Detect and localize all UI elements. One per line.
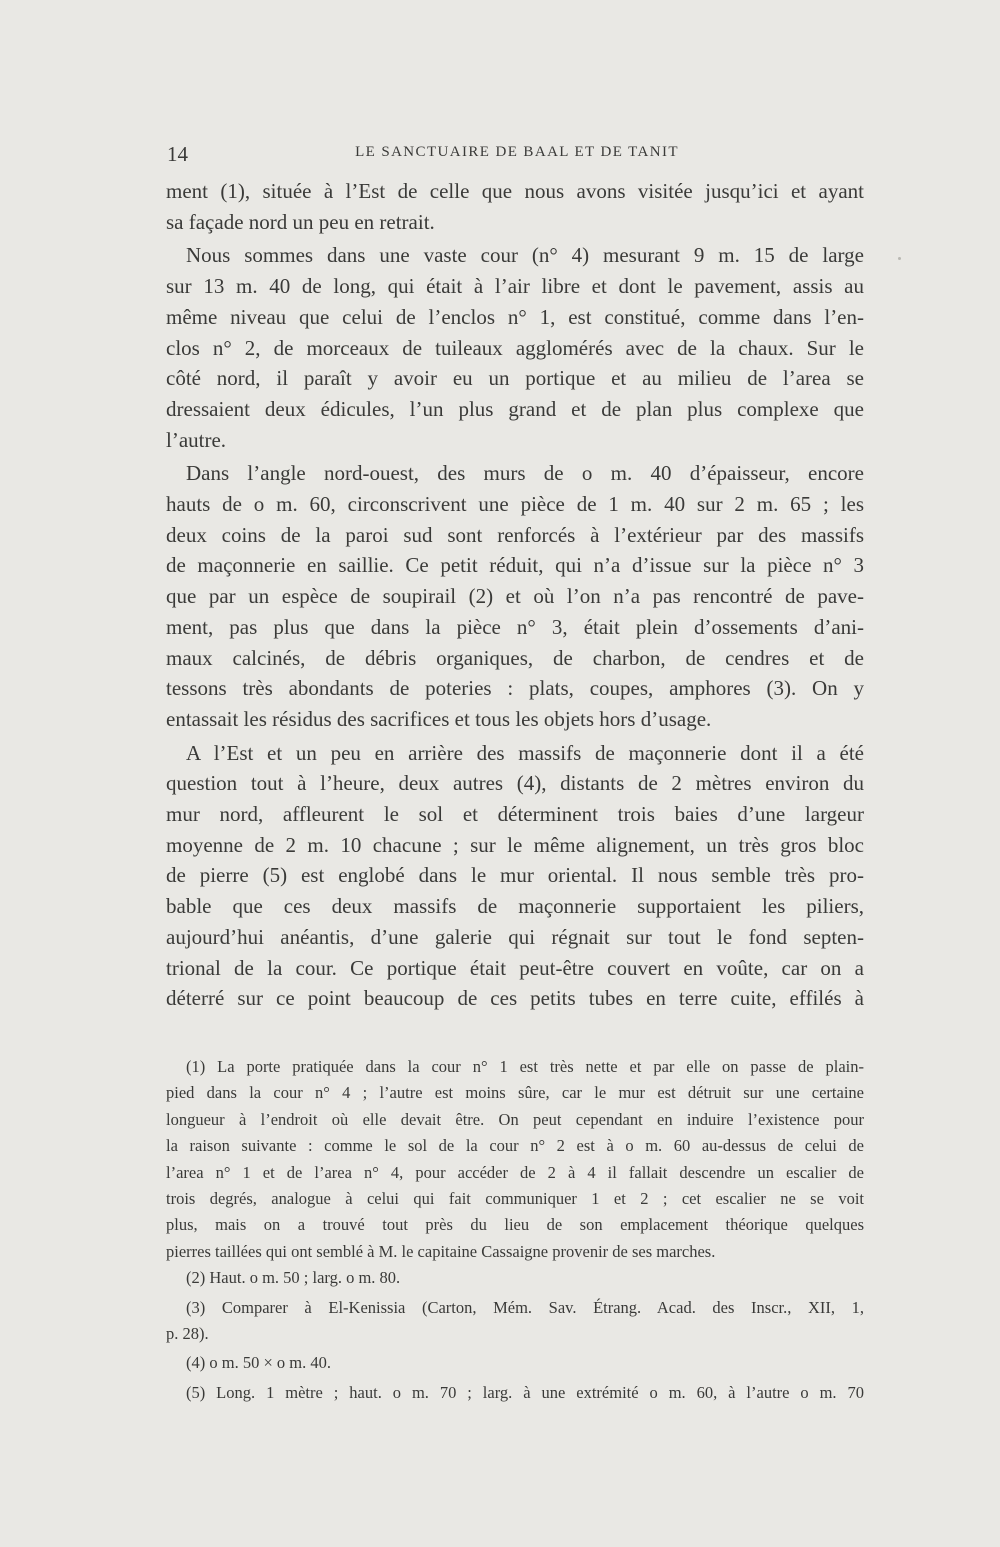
main-text [166, 176, 864, 1014]
text-line: côté nord, il paraît y avoir eu un portique et au milieu de l’area se [166, 366, 864, 391]
text-line: sa façade nord un peu en retrait. [166, 209, 435, 234]
page-header [167, 142, 867, 168]
text-line: deux coins de la paroi sud sont renforcés à l’extérieur par des massifs [166, 522, 864, 547]
text-line: tessons très abondants de poteries : plats, coupes, amphores (3). On y [166, 676, 864, 701]
text-line: sur 13 m. 40 de long, qui était à l’air libre et dont le pavement, assis au [166, 274, 864, 299]
text-line: bable que ces deux massifs de maçonnerie supportaient les piliers, [166, 894, 864, 919]
text-line: dressaient deux édicules, l’un plus grand et de plan plus complexe que [166, 396, 864, 421]
footnote-line: la raison suivante : comme le sol de la cour n° 2 est à o m. 60 au-dessus de celui de [166, 1136, 864, 1156]
footnote-line: pied dans la cour n° 4 ; l’autre est moins sûre, car le mur est détruit sur une certaine [166, 1083, 864, 1103]
text-line: moyenne de 2 m. 10 chacune ; sur le même alignement, un très gros bloc [166, 832, 864, 857]
footnote-line: (2) Haut. o m. 50 ; larg. o m. 80. [186, 1268, 401, 1288]
text-line: entassait les résidus des sacrifices et tous les objets hors d’usage. [166, 706, 712, 731]
text-line: Dans l’angle nord-ouest, des murs de o m. 40 d’épaisseur, encore [186, 461, 864, 486]
text-line: trional de la cour. Ce portique était peut-être couvert en voûte, car on a [166, 955, 864, 980]
text-line: ment, pas plus que dans la pièce n° 3, était plein d’ossements d’ani- [166, 614, 864, 639]
text-line: question tout à l’heure, deux autres (4), distants de 2 mètres environ du [166, 771, 864, 796]
footnotes [166, 1054, 864, 1406]
footnote-line: (1) La porte pratiquée dans la cour n° 1 est très nette et par elle on passe de plain- [186, 1057, 864, 1076]
footnote-line: plus, mais on a trouvé tout près du lieu de son emplacement théorique quelques [166, 1215, 864, 1235]
text-line: même niveau que celui de l’enclos n° 1, est constitué, comme dans l’en- [166, 304, 864, 329]
text-line: déterré sur ce point beaucoup de ces petits tubes en terre cuite, effilés à [166, 986, 864, 1011]
text-line: ment (1), située à l’Est de celle que nous avons visitée jusqu’ici et ayant [166, 179, 864, 203]
text-line: Nous sommes dans une vaste cour (n° 4) mesurant 9 m. 15 de large [186, 243, 864, 268]
text-line: maux calcinés, de débris organiques, de charbon, de cendres et de [166, 645, 864, 670]
text-line: de pierre (5) est englobé dans le mur oriental. Il nous semble très pro- [166, 863, 864, 888]
text-line: aujourd’hui anéantis, d’une galerie qui régnait sur tout le fond septen- [166, 924, 864, 949]
text-line: clos n° 2, de morceaux de tuileaux agglomérés avec de la chaux. Sur le [166, 335, 864, 360]
footnote-line: pierres taillées qui ont semblé à M. le capitaine Cassaigne provenir de ses marches. [166, 1241, 716, 1261]
text-line: hauts de o m. 60, circonscrivent une pièce de 1 m. 40 sur 2 m. 65 ; les [166, 492, 864, 517]
text-line: A l’Est et un peu en arrière des massifs de maçonnerie dont il a été [186, 740, 864, 765]
text-line: mur nord, affleurent le sol et déterminent trois baies d’une largeur [166, 802, 864, 827]
text-line: l’autre. [166, 427, 227, 452]
footnote-line: longueur à l’endroit où elle devait être. On peut cependant en induire l’existence pour [166, 1109, 864, 1129]
footnote-line: p. 28). [166, 1324, 209, 1344]
page-number: 14 [167, 142, 188, 166]
text-line: que par un espèce de soupirail (2) et où l’on n’a pas rencontré de pave- [166, 584, 864, 609]
footnote-line: (5) Long. 1 mètre ; haut. o m. 70 ; larg. à une extrémité o m. 60, à l’autre o m. 70 [186, 1382, 864, 1402]
footnote-line: (4) o m. 50 × o m. 40. [186, 1353, 331, 1373]
text-line: de maçonnerie en saillie. Ce petit réduit, qui n’a d’issue sur la pièce n° 3 [166, 553, 864, 578]
running-title: LE SANCTUAIRE DE BAAL ET DE TANIT [355, 144, 679, 160]
paper-speck [898, 257, 901, 260]
footnote-line: l’area n° 1 et de l’area n° 4, pour accéder de 2 à 4 il fallait descendre un escalier de [166, 1162, 864, 1182]
footnote-line: trois degrés, analogue à celui qui fait communiquer 1 et 2 ; cet escalier ne se voit [166, 1189, 864, 1209]
footnote-line: (3) Comparer à El-Kenissia (Carton, Mém. Sav. Étrang. Acad. des Inscr., XII, 1, [186, 1297, 864, 1317]
